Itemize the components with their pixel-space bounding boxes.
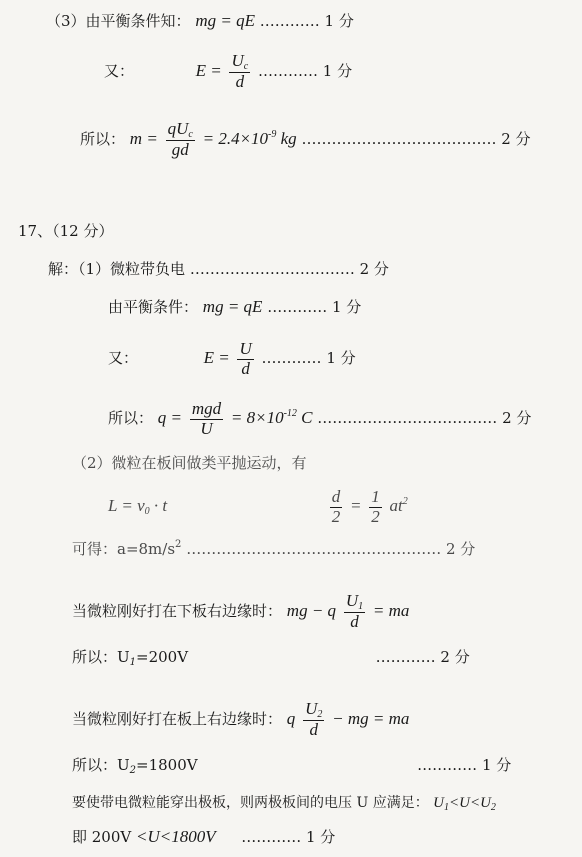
line-17-1-charge — [48, 262, 389, 277]
lhs: q = — [157, 408, 183, 428]
dots: ………… — [417, 756, 478, 774]
line-17-2-motion: $L = v_0 \cdot t$ $\frac{d}{2}$ = $\frac{1}{2}$ $at^2$ — [108, 487, 408, 526]
label: 当微粒刚好打在下板右边缘时： — [72, 601, 283, 620]
label: 所以： — [80, 129, 126, 148]
line-17-2-u2 — [72, 758, 511, 776]
line-3-result — [80, 120, 531, 160]
lhs: E = — [195, 60, 222, 80]
label: 所以：$U_1=200V$ — [72, 648, 189, 668]
score: 1 分 — [332, 298, 362, 316]
line-17-1-balance — [108, 298, 361, 315]
score: 2 分 — [445, 540, 476, 558]
label: （3）由平衡条件知： — [46, 12, 191, 30]
dots: ………… — [241, 828, 302, 846]
label: 要使带电微粒能穿出极板，则两极板间的电压 U 应满足： — [72, 795, 429, 811]
lhs: mg − q — [286, 600, 337, 620]
rhs: = $2.4\times 10^{-9}$ kg — [202, 128, 297, 148]
range: <U<1800V — [136, 827, 216, 846]
label: 又： — [104, 61, 135, 80]
label: 所以：$U_2=1800V$ — [72, 756, 198, 776]
label: 即 200V — [72, 828, 132, 846]
score: 2 分 — [440, 648, 470, 666]
label: 当微粒刚好打在板上右边缘时： — [72, 709, 283, 728]
label: 由平衡条件： — [108, 298, 199, 316]
score: 1 分 — [326, 349, 356, 368]
label: 所以： — [108, 409, 154, 428]
rhs: − mg = ma — [332, 708, 410, 728]
fraction: $\frac{qU_c}{gd}$ — [167, 119, 193, 159]
dots: ………… — [261, 349, 322, 368]
score: 1 分 — [322, 61, 353, 80]
fraction: $\frac{U_c}{d}$ — [231, 51, 249, 91]
line-17-2-answer — [72, 828, 335, 845]
label: 可得：$a=8m/s^2$ — [72, 539, 182, 558]
fraction-d-over-2: $\frac{d}{2}$ — [331, 487, 341, 526]
dots: ………… — [259, 12, 320, 30]
score: 2 分 — [359, 260, 389, 278]
dots: ………… — [267, 298, 328, 316]
dots: ……………………………… — [317, 409, 498, 428]
line-17-2-accel — [72, 540, 475, 557]
fraction: $\frac{U_1}{d}$ — [345, 591, 364, 631]
score: 2 分 — [501, 129, 531, 148]
line-17-2-u1 — [72, 650, 470, 668]
line-17-2-intro: （2）微粒在板间做类平抛运动，有 — [72, 454, 307, 472]
equation: mg = qE — [195, 11, 255, 30]
lhs: E = — [203, 348, 230, 368]
dots: ………………………………… — [301, 129, 497, 148]
question-17-header: 17、（12 分） — [18, 222, 114, 240]
fraction: $\frac{U_2}{d}$ — [305, 699, 323, 739]
label: 解：（1）微粒带负电 — [48, 260, 186, 278]
dots: ………… — [257, 61, 318, 80]
pre: q — [286, 708, 296, 728]
label: 又： — [108, 349, 139, 368]
fraction: $\frac{U}{d}$ — [239, 339, 252, 378]
line-17-2-condition — [72, 796, 496, 813]
horizontal-eq: $L = v_0 \cdot t$ — [108, 496, 168, 518]
dots: …………………………… — [189, 260, 355, 278]
line-17-1-e-def — [108, 340, 356, 378]
rhs: = ma — [372, 600, 410, 620]
line-3-e-def — [104, 52, 352, 92]
dots: ………… — [375, 648, 436, 666]
line-17-2-upper-edge — [72, 700, 409, 740]
fraction: $\frac{\text{mgd}}{U}$ — [191, 399, 222, 438]
score: 2 分 — [502, 409, 532, 428]
dots: …………………………………………… — [186, 540, 442, 558]
condition: $U_1<U<U_2$ — [433, 795, 496, 813]
line-3-balance — [46, 12, 354, 29]
line-17-2-lower-edge — [72, 592, 409, 632]
score: 1 分 — [481, 756, 512, 774]
rhs: = $8\times 10^{-12}$ C — [230, 408, 313, 428]
equation: mg = qE — [202, 297, 263, 316]
lhs: m = — [129, 128, 158, 148]
at-squared: $at^2$ — [389, 496, 408, 516]
fraction-half: $\frac{1}{2}$ — [371, 487, 380, 526]
score: 1 分 — [324, 12, 354, 30]
score: 1 分 — [305, 828, 336, 846]
line-17-1-result — [108, 400, 531, 438]
